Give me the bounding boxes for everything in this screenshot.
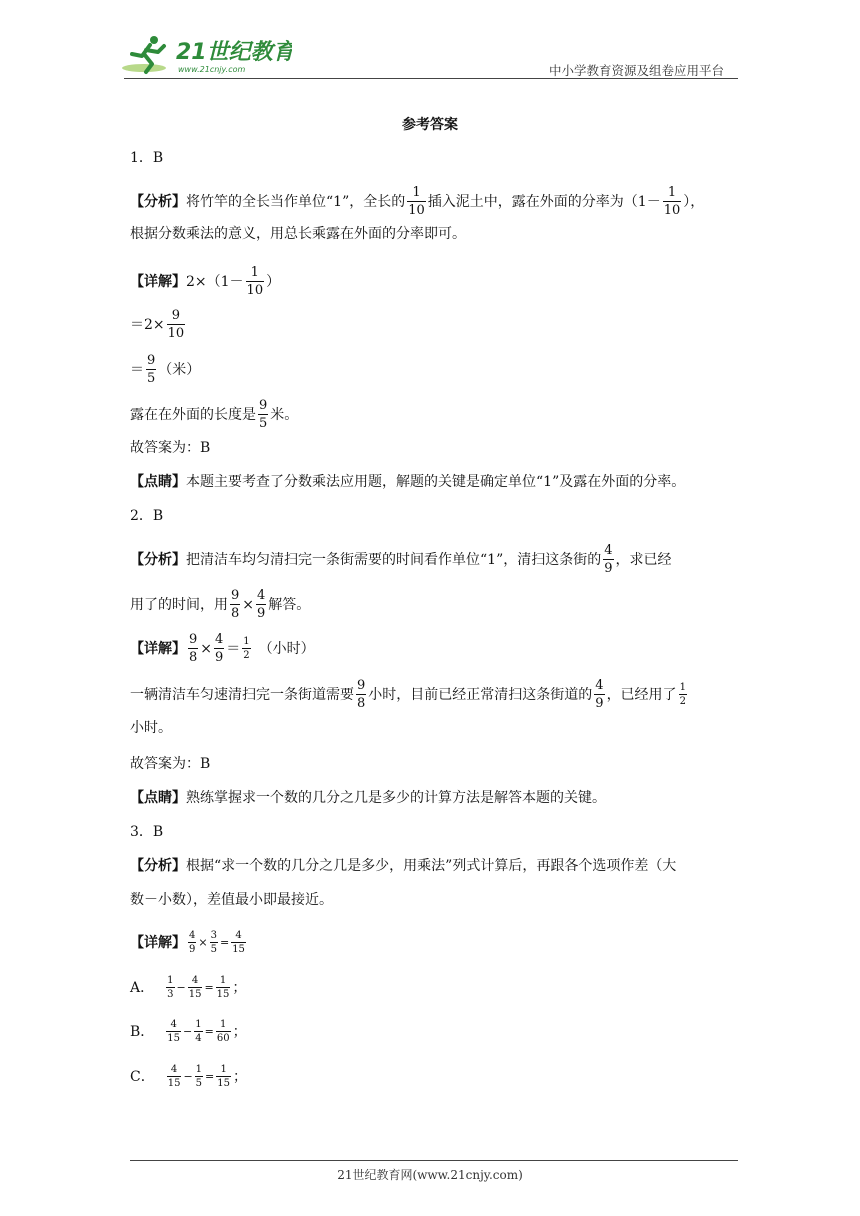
- fraction: $\frac{9}{8}$: [189, 632, 198, 665]
- fraction: $\frac{1}{4}$: [195, 1019, 202, 1044]
- q1-step2: ＝ $\frac{9}{5}$ （米）: [130, 353, 201, 386]
- q1-conclusion: 露在在外面的长度是 $\frac{9}{5}$ 米。: [130, 398, 299, 431]
- fraction: $\frac{4}{15}$: [167, 1019, 181, 1044]
- footer-divider: [130, 1160, 738, 1161]
- q2-analysis-line2: 用了的时间，用 $\frac{9}{8}$ × $\frac{4}{9}$ 解答。: [130, 588, 311, 621]
- fraction: $\frac{1}{10}$: [663, 185, 681, 218]
- fraction: $\frac{1}{2}$: [679, 682, 686, 707]
- q2-point: 【点睛】 熟练掌握求一个数的几分之几是多少的计算方法是解答本题的关键。: [130, 790, 606, 806]
- fraction: $\frac{1}{10}$: [408, 185, 425, 218]
- fraction: $\frac{9}{5}$: [259, 398, 268, 431]
- q3-detail: 【详解】 $\frac{4}{9}$ × $\frac{3}{5}$ = $\frac{4}{15}$: [130, 930, 245, 955]
- header-slogan: 中小学教育资源及组卷应用平台: [548, 63, 724, 78]
- q1-step1: ＝2× $\frac{9}{10}$: [130, 308, 185, 341]
- fraction: $\frac{1}{15}$: [216, 975, 230, 1000]
- footer-link[interactable]: 21世纪教育网(www.21cnjy.com): [337, 1168, 523, 1182]
- q1-number: 1．B: [130, 150, 164, 166]
- header-divider: [124, 78, 738, 79]
- fraction: $\frac{3}{5}$: [210, 930, 217, 955]
- fraction: $\frac{4}{15}$: [167, 1064, 181, 1089]
- fraction: $\frac{1}{15}$: [217, 1064, 230, 1089]
- fraction: $\frac{4}{15}$: [232, 930, 245, 955]
- fraction: $\frac{1}{2}$: [243, 636, 250, 661]
- q1-detail: 【详解】 2×（1－ $\frac{1}{10}$ ）: [130, 265, 281, 298]
- fraction: $\frac{9}{8}$: [231, 588, 240, 621]
- q3-option-b: B． $\frac{4}{15}$ − $\frac{1}{4}$ = $\frac{1}{60}$ ；: [130, 1019, 247, 1044]
- fraction: $\frac{1}{60}$: [216, 1019, 230, 1044]
- q3-analysis-line2: 数－小数），差值最小即最接近。: [130, 892, 333, 908]
- q1-answer: 故答案为：B: [130, 440, 211, 456]
- fraction: $\frac{4}{9}$: [604, 543, 613, 576]
- fraction: $\frac{1}{10}$: [246, 265, 264, 298]
- site-logo[interactable]: [122, 32, 292, 78]
- q1-analysis-line1: 【分析】 将竹竿的全长当作单位“1”，全长的 $\frac{1}{10}$ 插入泥土中，露在外面的分率为（1－ $\frac{1}{10}$ ），: [130, 185, 705, 218]
- q3-option-a: A． $\frac{1}{3}$ − $\frac{4}{15}$ = $\frac{1}{15}$ ；: [130, 975, 247, 1000]
- runner-logo-icon: [122, 32, 292, 78]
- page-title: 参考答案: [402, 117, 458, 133]
- q2-answer: 故答案为：B: [130, 756, 211, 772]
- fraction: $\frac{1}{3}$: [167, 975, 174, 1000]
- q3-option-c: C． $\frac{4}{15}$ − $\frac{1}{5}$ = $\frac{1}{15}$ ；: [130, 1064, 247, 1089]
- q2-number: 2．B: [130, 508, 164, 524]
- q2-analysis-line1: 【分析】 把清洁车均匀清扫完一条街需要的时间看作单位“1”，清扫这条街的 $\frac{4}{9}$ ，求已经: [130, 543, 672, 576]
- q3-number: 3．B: [130, 824, 164, 840]
- fraction: $\frac{9}{10}$: [167, 308, 185, 341]
- logo-text: 21世纪教育: [176, 40, 292, 65]
- q1-analysis-line2: 根据分数乘法的意义，用总长乘露在外面的分率即可。: [130, 226, 466, 242]
- logo-url-text: www.21cnjy.com: [178, 65, 246, 74]
- q3-analysis-line1: 【分析】 根据“求一个数的几分之几是多少，用乘法”列式计算后，再跟各个选项作差（大: [130, 858, 677, 874]
- fraction: $\frac{9}{8}$: [357, 678, 366, 711]
- fraction: $\frac{9}{5}$: [147, 353, 156, 386]
- fraction: $\frac{4}{9}$: [257, 588, 266, 621]
- fraction: $\frac{4}{9}$: [215, 632, 224, 665]
- fraction: $\frac{4}{9}$: [189, 930, 196, 955]
- fraction: $\frac{1}{5}$: [195, 1064, 203, 1089]
- fraction: $\frac{4}{15}$: [188, 975, 202, 1000]
- fraction: $\frac{4}{9}$: [595, 678, 604, 711]
- q2-sentence-line1: 一辆清洁车匀速清扫完一条街道需要 $\frac{9}{8}$ 小时，目前已经正常清扫这条街道的 $\frac{4}{9}$ ，已经用了 $\frac{1}{2}$: [130, 678, 686, 711]
- q1-point: 【点睛】 本题主要考查了分数乘法应用题，解题的关键是确定单位“1”及露在外面的分率。: [130, 474, 686, 490]
- q2-detail: 【详解】 $\frac{9}{8}$ × $\frac{4}{9}$ ＝ $\frac{1}{2}$ （小时）: [130, 632, 315, 665]
- q2-sentence-line2: 小时。: [130, 720, 172, 736]
